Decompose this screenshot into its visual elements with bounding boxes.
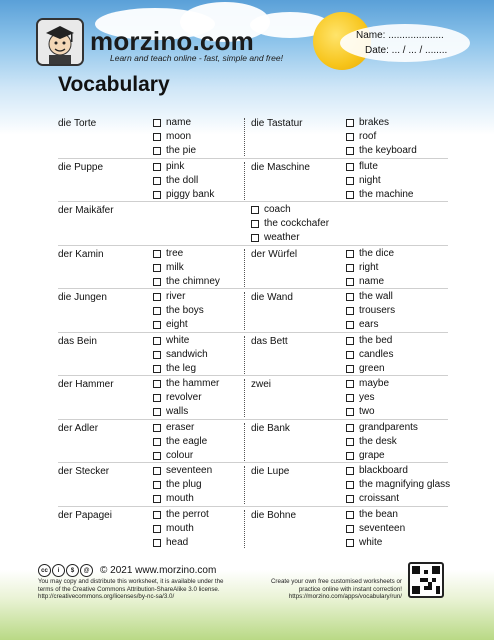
vocabulary-table: [58, 115, 451, 550]
vocab-word: der Würfel: [251, 248, 298, 260]
answer-options: [251, 203, 329, 245]
answer-options: [346, 247, 394, 289]
checkbox-icon[interactable]: [153, 394, 161, 402]
checkbox-icon[interactable]: [153, 481, 161, 489]
answer-option-label: roof: [359, 131, 377, 142]
checkbox-icon[interactable]: [153, 495, 161, 503]
vocab-word: die Puppe: [58, 161, 104, 173]
checkbox-icon[interactable]: [153, 424, 161, 432]
vocab-word: der Adler: [58, 422, 99, 434]
answer-option[interactable]: [153, 405, 219, 419]
answer-options: [346, 116, 417, 158]
checkbox-icon[interactable]: [346, 177, 354, 185]
answer-option-label: grape: [359, 449, 385, 461]
promo-text: Create your own free customised worksheets or practice online with instant correction! https://morzino.com/apps/vocabulary/run/: [270, 578, 402, 600]
vocab-row: [58, 159, 448, 203]
answer-option[interactable]: [153, 377, 219, 391]
checkbox-icon[interactable]: [153, 250, 161, 258]
answer-option-label: name: [166, 117, 192, 128]
vocab-row: [58, 376, 448, 420]
vocab-row: [58, 463, 451, 507]
creative-commons-icon: cc i $ @: [38, 564, 94, 577]
answer-option-label: colour: [166, 449, 194, 461]
checkbox-icon[interactable]: [153, 133, 161, 141]
answer-option-label: right: [359, 261, 379, 273]
answer-option[interactable]: [153, 290, 204, 304]
answer-options: [153, 290, 204, 332]
answer-option[interactable]: [153, 130, 196, 144]
answer-option-label: weather: [264, 232, 300, 243]
column-divider: [244, 292, 245, 330]
column-divider: [244, 118, 245, 156]
answer-option-label: the perrot: [166, 508, 209, 520]
checkbox-icon[interactable]: [153, 539, 161, 547]
vocab-row: [58, 246, 448, 290]
page-title: Vocabulary: [58, 73, 170, 96]
vocab-row: [58, 507, 448, 551]
answer-option[interactable]: [346, 334, 393, 348]
answer-option[interactable]: [346, 130, 417, 144]
license-text: You may copy and distribute this worksheet, it is available under the terms of the Creative Commons Attribution-ShareAlike 3.0 license. http://creativecommons.org/licenses/by-nc-sa/3.0/: [38, 578, 224, 600]
vocab-word: der Hammer: [58, 379, 114, 390]
brand-name: morzino.com: [90, 26, 254, 56]
checkbox-icon[interactable]: [153, 321, 161, 329]
checkbox-icon[interactable]: [346, 293, 354, 301]
column-divider: [244, 423, 245, 461]
checkbox-icon[interactable]: [153, 293, 161, 301]
vocab-row: [58, 333, 448, 377]
answer-option[interactable]: [153, 449, 207, 463]
answer-option-label: the bean: [359, 508, 398, 520]
checkbox-icon[interactable]: [153, 119, 161, 127]
vocab-word: die Lupe: [251, 466, 290, 477]
answer-option-label: white: [359, 536, 383, 548]
checkbox-icon[interactable]: [346, 467, 354, 475]
checkbox-icon[interactable]: [346, 380, 354, 388]
checkbox-icon[interactable]: [346, 133, 354, 141]
checkbox-icon[interactable]: [346, 525, 354, 533]
vocab-word: die Tastatur: [251, 118, 303, 129]
checkbox-icon[interactable]: [153, 337, 161, 345]
column-divider: [244, 162, 245, 200]
answer-option[interactable]: [346, 247, 394, 261]
answer-option-label: seventeen: [359, 522, 406, 534]
checkbox-icon[interactable]: [346, 424, 354, 432]
answer-option[interactable]: [153, 144, 196, 158]
vocab-row: [58, 289, 448, 333]
answer-option[interactable]: [346, 188, 413, 202]
answer-option[interactable]: [251, 231, 329, 245]
answer-option-label: head: [166, 536, 189, 548]
answer-option[interactable]: [346, 275, 394, 289]
column-divider: [244, 336, 245, 374]
vocab-word: der Kamin: [58, 248, 104, 260]
answer-option-label: the chimney: [166, 275, 220, 287]
checkbox-icon[interactable]: [251, 220, 259, 228]
vocab-word: der Maikäfer: [58, 205, 114, 216]
checkbox-icon[interactable]: [346, 438, 354, 446]
name-date-fields: [356, 28, 447, 58]
answer-option[interactable]: [153, 174, 214, 188]
vocab-word: die Maschine: [251, 161, 310, 173]
answer-option[interactable]: [346, 348, 393, 362]
answer-option[interactable]: [346, 290, 395, 304]
answer-option[interactable]: [251, 217, 329, 231]
answer-option-label: croissant: [359, 493, 400, 504]
answer-option[interactable]: [153, 188, 214, 202]
answer-option-label: sandwich: [166, 348, 208, 360]
answer-option[interactable]: [346, 304, 395, 318]
checkbox-icon[interactable]: [346, 495, 354, 503]
answer-option-label: the boys: [166, 305, 204, 316]
answer-option-label: the keyboard: [359, 145, 417, 156]
checkbox-icon[interactable]: [153, 525, 161, 533]
checkbox-icon[interactable]: [346, 321, 354, 329]
checkbox-icon[interactable]: [346, 191, 354, 199]
checkbox-icon[interactable]: [153, 438, 161, 446]
answer-options: [153, 377, 219, 419]
answer-options: [346, 334, 393, 376]
answer-options: [153, 116, 196, 158]
column-divider: [244, 249, 245, 287]
answer-options: [153, 334, 208, 376]
checkbox-icon[interactable]: [153, 467, 161, 475]
answer-option[interactable]: [346, 508, 405, 522]
column-divider: [244, 466, 245, 504]
answer-option-label: green: [359, 362, 385, 374]
vocab-word: die Bohne: [251, 509, 297, 521]
answer-option-label: ears: [359, 319, 379, 330]
answer-option[interactable]: [346, 160, 413, 174]
answer-option-label: milk: [166, 261, 184, 273]
checkbox-icon[interactable]: [153, 380, 161, 388]
answer-option-label: the machine: [359, 188, 414, 200]
answer-option-label: candles: [359, 348, 394, 360]
answer-option[interactable]: [346, 478, 450, 492]
answer-option-label: the eagle: [166, 435, 208, 447]
vocab-row: [58, 202, 448, 246]
checkbox-icon[interactable]: [346, 511, 354, 519]
answer-option[interactable]: [346, 421, 418, 435]
answer-option[interactable]: [153, 435, 207, 449]
column-divider: [244, 379, 245, 417]
checkbox-icon[interactable]: [153, 452, 161, 460]
answer-option-label: the hammer: [166, 378, 220, 389]
checkbox-icon[interactable]: [346, 365, 354, 373]
answer-option[interactable]: [153, 522, 209, 536]
answer-option-label: eight: [166, 319, 188, 330]
answer-option-label: brakes: [359, 117, 390, 128]
checkbox-icon[interactable]: [346, 119, 354, 127]
answer-option-label: pink: [166, 160, 185, 172]
answer-option-label: tree: [166, 247, 184, 259]
answer-option[interactable]: [153, 160, 214, 174]
qr-code-icon: [408, 562, 444, 598]
answer-option[interactable]: [346, 464, 450, 478]
answer-option[interactable]: [346, 522, 405, 536]
checkbox-icon[interactable]: [346, 539, 354, 547]
answer-options: [346, 464, 450, 506]
answer-option-label: the desk: [359, 435, 397, 447]
name-field: Name: ....................: [356, 30, 444, 41]
answer-options: [153, 508, 209, 550]
answer-option-label: blackboard: [359, 465, 408, 476]
vocab-word: das Bett: [251, 335, 288, 347]
tagline: Learn and teach online - fast, simple and free!: [110, 53, 283, 63]
answer-option[interactable]: [346, 116, 417, 130]
answer-option[interactable]: [153, 116, 196, 130]
answer-options: [153, 160, 214, 202]
checkbox-icon[interactable]: [251, 234, 259, 242]
answer-option-label: the magnifying glass: [359, 479, 451, 490]
answer-option-label: eraser: [166, 421, 195, 433]
answer-option[interactable]: [346, 377, 389, 391]
checkbox-icon[interactable]: [346, 147, 354, 155]
answer-option-label: river: [166, 291, 186, 302]
answer-option-label: the plug: [166, 479, 202, 490]
checkbox-icon[interactable]: [346, 307, 354, 315]
checkbox-icon[interactable]: [346, 278, 354, 286]
answer-option[interactable]: [153, 508, 209, 522]
answer-options: [346, 377, 389, 419]
answer-option-label: piggy bank: [166, 188, 215, 200]
answer-option-label: night: [359, 174, 381, 186]
answer-option-label: two: [359, 406, 375, 417]
answer-option-label: white: [166, 334, 190, 346]
checkbox-icon[interactable]: [153, 278, 161, 286]
checkbox-icon[interactable]: [346, 351, 354, 359]
checkbox-icon[interactable]: [346, 408, 354, 416]
answer-option[interactable]: [251, 203, 329, 217]
checkbox-icon[interactable]: [346, 250, 354, 258]
checkbox-icon[interactable]: [346, 163, 354, 171]
answer-option-label: the wall: [359, 291, 393, 302]
answer-option-label: the cockchafer: [264, 218, 330, 229]
checkbox-icon[interactable]: [153, 511, 161, 519]
answer-option[interactable]: [346, 391, 389, 405]
answer-options: [346, 421, 418, 463]
answer-option[interactable]: [153, 275, 220, 289]
answer-option-label: the pie: [166, 145, 197, 156]
answer-option[interactable]: [153, 492, 212, 506]
checkbox-icon[interactable]: [251, 206, 259, 214]
date-field: Date: ... / ... / ........: [365, 45, 448, 56]
answer-options: [346, 290, 395, 332]
answer-option-label: trousers: [359, 305, 396, 316]
answer-option[interactable]: [346, 449, 418, 463]
vocab-row: [58, 115, 448, 159]
answer-option[interactable]: [346, 362, 393, 376]
answer-option[interactable]: [346, 144, 417, 158]
checkbox-icon[interactable]: [153, 264, 161, 272]
checkbox-icon[interactable]: [153, 408, 161, 416]
copyright: [38, 564, 216, 577]
answer-option-label: moon: [166, 131, 192, 142]
answer-options: [346, 160, 413, 202]
answer-option[interactable]: [346, 261, 394, 275]
answer-option[interactable]: [346, 318, 395, 332]
answer-option[interactable]: [346, 492, 450, 506]
answer-option-label: revolver: [166, 392, 202, 403]
checkbox-icon[interactable]: [346, 337, 354, 345]
checkbox-icon[interactable]: [346, 452, 354, 460]
answer-option-label: flute: [359, 160, 378, 172]
copyright-text: © 2021 www.morzino.com: [100, 565, 217, 576]
answer-option[interactable]: [346, 405, 389, 419]
answer-option[interactable]: [153, 464, 212, 478]
answer-options: [346, 508, 405, 550]
vocab-word: der Papagei: [58, 509, 112, 521]
answer-option-label: grandparents: [359, 421, 418, 433]
column-divider: [244, 510, 245, 548]
vocab-row: [58, 420, 448, 464]
answer-option[interactable]: [153, 362, 208, 376]
checkbox-icon[interactable]: [153, 365, 161, 373]
answer-option-label: walls: [166, 406, 189, 417]
answer-option[interactable]: [346, 435, 418, 449]
answer-option[interactable]: [153, 247, 220, 261]
checkbox-icon[interactable]: [153, 191, 161, 199]
vocab-word: die Wand: [251, 292, 293, 303]
vocab-word: die Bank: [251, 422, 290, 434]
answer-option-label: coach: [264, 204, 291, 215]
vocab-word: der Stecker: [58, 466, 110, 477]
answer-option-label: seventeen: [166, 465, 213, 476]
checkbox-icon[interactable]: [153, 351, 161, 359]
vocab-word: die Jungen: [58, 292, 107, 303]
checkbox-icon[interactable]: [153, 147, 161, 155]
answer-option-label: the leg: [166, 362, 197, 374]
checkbox-icon[interactable]: [153, 177, 161, 185]
answer-option-label: mouth: [166, 522, 194, 534]
answer-option-label: mouth: [166, 493, 194, 504]
answer-option-label: the dice: [359, 247, 395, 259]
answer-option[interactable]: [153, 348, 208, 362]
answer-option[interactable]: [153, 304, 204, 318]
checkbox-icon[interactable]: [346, 264, 354, 272]
answer-option[interactable]: [153, 261, 220, 275]
vocab-word: zwei: [251, 379, 272, 390]
checkbox-icon[interactable]: [153, 163, 161, 171]
answer-option[interactable]: [153, 478, 212, 492]
checkbox-icon[interactable]: [346, 394, 354, 402]
answer-options: [153, 421, 207, 463]
checkbox-icon[interactable]: [346, 481, 354, 489]
answer-option[interactable]: [153, 334, 208, 348]
mascot-logo-icon: [36, 18, 84, 66]
answer-options: [153, 247, 220, 289]
vocab-word: die Torte: [58, 118, 97, 129]
answer-option-label: the bed: [359, 334, 393, 346]
vocab-word: das Bein: [58, 335, 97, 347]
answer-option[interactable]: [153, 421, 207, 435]
answer-options: [153, 464, 212, 506]
answer-option[interactable]: [346, 536, 405, 550]
answer-option[interactable]: [153, 536, 209, 550]
answer-option-label: name: [359, 275, 385, 287]
answer-option-label: yes: [359, 392, 375, 403]
checkbox-icon[interactable]: [153, 307, 161, 315]
answer-option[interactable]: [346, 174, 413, 188]
answer-option[interactable]: [153, 318, 204, 332]
answer-option-label: the doll: [166, 174, 199, 186]
answer-option-label: maybe: [359, 378, 390, 389]
answer-option[interactable]: [153, 391, 219, 405]
